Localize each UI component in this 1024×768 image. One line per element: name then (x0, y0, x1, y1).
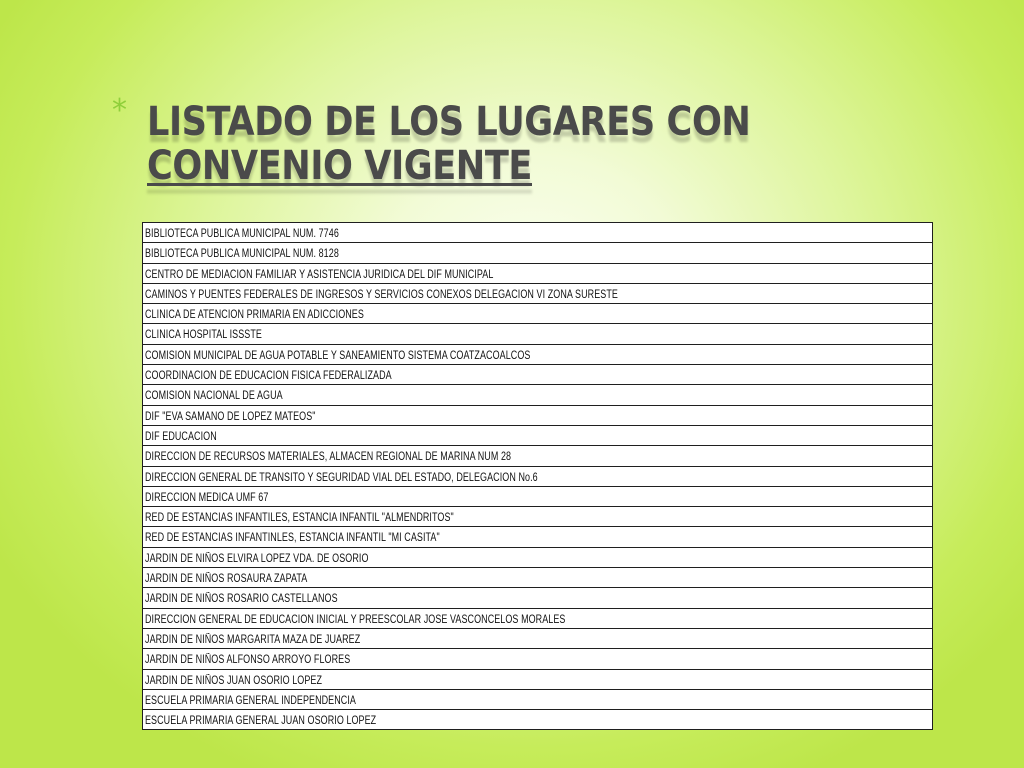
table-row (143, 548, 932, 568)
place-name: CAMINOS Y PUENTES FEDERALES DE INGRESOS Y SERVICIOS CONEXOS DELEGACION VI ZONA SURESTE (145, 288, 618, 301)
table-row (143, 284, 932, 304)
place-name: DIF "EVA SAMANO DE LOPEZ MATEOS" (145, 410, 316, 423)
place-name: DIRECCION GENERAL DE TRANSITO Y SEGURIDAD VIAL DEL ESTADO, DELEGACION No.6 (145, 471, 538, 484)
table-row (143, 670, 932, 690)
place-name: JARDIN DE NIÑOS ROSARIO CASTELLANOS (145, 593, 338, 606)
table-row (143, 243, 932, 263)
place-name: JARDIN DE NIÑOS ELVIRA LOPEZ VDA. DE OSORIO (145, 552, 369, 565)
place-name: CLINICA HOSPITAL ISSSTE (145, 329, 262, 342)
place-name: DIRECCION DE RECURSOS MATERIALES, ALMACEN REGIONAL DE MARINA NUM 28 (145, 451, 512, 464)
slide-title-line2: CONVENIO VIGENTE (147, 143, 532, 189)
title-bullet: * (112, 93, 127, 128)
place-name: BIBLIOTECA PUBLICA MUNICIPAL NUM. 8128 (145, 248, 339, 261)
table-row (143, 487, 932, 507)
place-name: RED DE ESTANCIAS INFANTILES, ESTANCIA INFANTIL "ALMENDRITOS" (145, 512, 454, 525)
place-name: JARDIN DE NIÑOS ROSAURA ZAPATA (145, 573, 308, 586)
table-row (143, 629, 932, 649)
table-row (143, 568, 932, 588)
table-row (143, 406, 932, 426)
place-name: DIRECCION MEDICA UMF 67 (145, 491, 269, 504)
place-name: JARDIN DE NIÑOS MARGARITA MAZA DE JUAREZ (145, 633, 361, 646)
place-name: COMISION MUNICIPAL DE AGUA POTABLE Y SANEAMIENTO SISTEMA COATZACOALCOS (145, 349, 531, 362)
place-name: RED DE ESTANCIAS INFANTINLES, ESTANCIA INFANTIL "MI CASITA" (145, 532, 440, 545)
table-row (143, 446, 932, 466)
table-row (143, 426, 932, 446)
table-row (143, 304, 932, 324)
table-row (143, 324, 932, 344)
slide-title (147, 100, 750, 188)
place-name: CLINICA DE ATENCION PRIMARIA EN ADICCIONES (145, 309, 364, 322)
place-name: JARDIN DE NIÑOS JUAN OSORIO LOPEZ (145, 674, 323, 687)
table-row (143, 649, 932, 669)
table-row (143, 345, 932, 365)
place-name: CENTRO DE MEDIACION FAMILIAR Y ASISTENCIA JURIDICA DEL DIF MUNICIPAL (145, 268, 494, 281)
table-row (143, 507, 932, 527)
place-name: ESCUELA PRIMARIA GENERAL INDEPENDENCIA (145, 694, 357, 707)
table-row (143, 690, 932, 710)
place-name: DIF EDUCACION (145, 430, 217, 443)
table-row (143, 467, 932, 487)
slide-title-line1: LISTADO DE LOS LUGARES CON (147, 99, 751, 145)
table-row (143, 365, 932, 385)
table-row (143, 710, 932, 729)
place-name: COMISION NACIONAL DE AGUA (145, 390, 283, 403)
table-row (143, 527, 932, 547)
places-table (142, 222, 933, 730)
table-row (143, 264, 932, 284)
place-name: COORDINACION DE EDUCACION FISICA FEDERALIZADA (145, 370, 392, 383)
table-row (143, 223, 932, 243)
table-row (143, 588, 932, 608)
table-row (143, 385, 932, 405)
place-name: DIRECCION GENERAL DE EDUCACION INICIAL Y PREESCOLAR JOSE VASCONCELOS MORALES (145, 613, 566, 626)
table-row (143, 609, 932, 629)
place-name: JARDIN DE NIÑOS ALFONSO ARROYO FLORES (145, 654, 351, 667)
place-name: ESCUELA PRIMARIA GENERAL JUAN OSORIO LOPEZ (145, 715, 377, 728)
place-name: BIBLIOTECA PUBLICA MUNICIPAL NUM. 7746 (145, 228, 339, 240)
